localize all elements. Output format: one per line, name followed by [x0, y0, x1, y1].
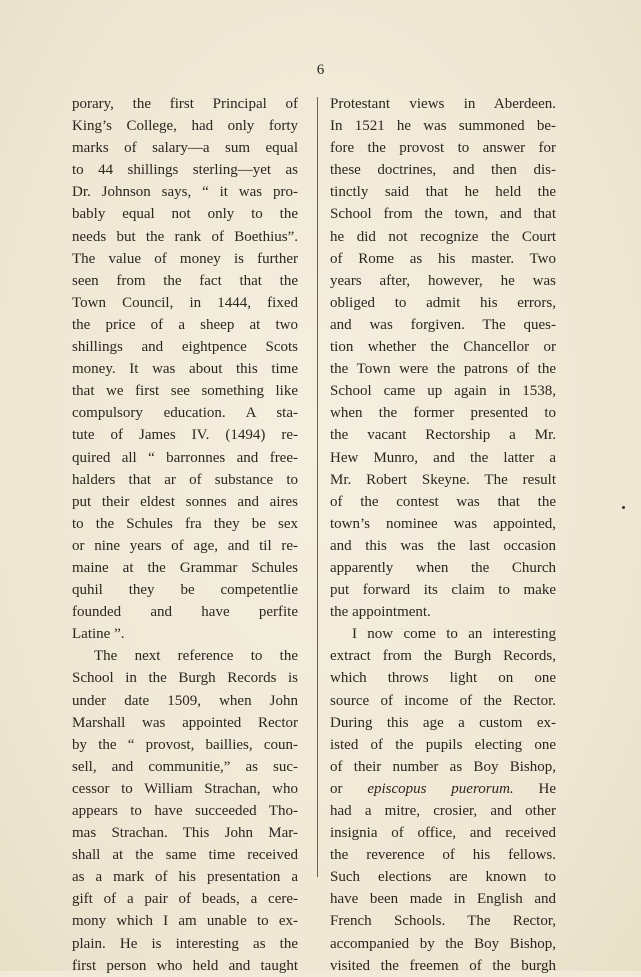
text-line: Mr. Robert Skeyne. The result [330, 471, 556, 488]
text-line: the price of a sheep at two [72, 316, 298, 333]
text-line: School came up again in 1538, [330, 383, 556, 400]
text-line: first person who held and taught [72, 957, 298, 974]
text-line: Dr. Johnson says, “ it was pro- [72, 184, 298, 201]
text-line: put forward its claim to make [330, 582, 556, 599]
text-line: School in the Burgh Records is [72, 670, 298, 687]
text-line: mas Strachan. This John Mar- [72, 825, 298, 842]
text-line: The value of money is further [72, 250, 298, 267]
text-line: In 1521 he was summoned be- [330, 118, 556, 135]
text-line: shillings and eightpence Scots [72, 339, 298, 356]
text-line: Latine ”. [72, 626, 125, 643]
text-line: of Rome as his master. Two [330, 250, 556, 267]
text-line: Protestant views in Aberdeen. [330, 96, 556, 112]
text-line: fore the provost to answer for [330, 140, 556, 157]
text-line: Such elections are known to [330, 869, 556, 886]
text-line: the reverence of his fellows. [330, 847, 556, 864]
text-line: tinctly said that he held the [330, 184, 556, 201]
text-line: marks of salary—a sum equal [72, 140, 298, 157]
text-line: and this was the last occasion [330, 537, 556, 554]
text-line: money. It was about this time [72, 361, 298, 378]
text-line: isted of the pupils electing one [330, 736, 556, 753]
text-line: Marshall was appointed Rector [72, 714, 298, 731]
text-line: to the Schules fra they be sex [72, 515, 298, 532]
latin-term: episcopus puerorum. [367, 780, 514, 797]
text-line: During this age a custom ex- [330, 714, 556, 731]
text-line [330, 778, 556, 800]
text-line: maine at the Grammar Schules [72, 559, 298, 576]
text-line: compulsory education. A sta- [72, 405, 298, 422]
text-line: extract from the Burgh Records, [330, 648, 556, 665]
text-line: to 44 shillings sterling—yet as [72, 162, 298, 179]
text-line: apparently when the Church [330, 559, 556, 576]
text-line: obliged to admit his errors, [330, 294, 556, 311]
text-line: source of income of the Rector. [330, 692, 556, 709]
text-run: or [330, 780, 368, 797]
text-line: founded and have perfite [72, 604, 298, 621]
text-line: French Schools. The Rector, [330, 913, 556, 930]
text-line: halders that ar of substance to [72, 471, 298, 488]
text-line: which throws light on one [330, 670, 556, 687]
text-line: visited the freemen of the burgh [330, 957, 556, 974]
text-line: have been made in English and [330, 891, 556, 908]
text-line: quhil they be competentlie [72, 582, 298, 599]
text-line: shall at the same time received [72, 847, 298, 864]
text-line: he did not recognize the Court [330, 228, 556, 245]
text-line: the appointment. [330, 604, 431, 621]
text-line: and was forgiven. The ques- [330, 316, 556, 333]
text-line: porary, the first Principal of [72, 96, 298, 112]
text-line: tion whether the Chancellor or [330, 339, 556, 356]
text-line: under date 1509, when John [72, 692, 298, 709]
text-line: tute of James IV. (1494) re- [72, 427, 298, 444]
text-line: Town Council, in 1444, fixed [72, 294, 298, 311]
text-line: mony which I am unable to ex- [72, 913, 298, 930]
text-line: quired all “ barronnes and free- [72, 449, 298, 466]
text-run: He [513, 780, 556, 797]
left-text-column [72, 93, 298, 977]
text-line: put their eldest sonnes and aires [72, 493, 298, 510]
text-line: sell, and communitie,” as suc- [72, 758, 298, 775]
text-line: by the “ provost, baillies, coun- [72, 736, 298, 753]
text-line: of the contest was that the [330, 493, 556, 510]
text-line: bably equal not only to the [72, 206, 298, 223]
text-line: or nine years of age, and til re- [72, 537, 298, 554]
text-line: gift of a pair of beads, a cere- [72, 891, 298, 908]
text-line: the vacant Rectorship a Mr. [330, 427, 556, 444]
page-number: 6 [316, 62, 325, 78]
text-line: when the former presented to [330, 405, 556, 422]
text-line: years after, however, he was [330, 272, 556, 289]
text-line: King’s College, had only forty [72, 118, 298, 135]
text-line: the Town were the patrons of the [330, 361, 556, 378]
text-line: needs but the rank of Boethius”. [72, 228, 298, 245]
column-divider [317, 97, 318, 877]
text-line: that we first see something like [72, 383, 298, 400]
text-line: insignia of office, and received [330, 825, 556, 842]
text-line: town’s nominee was appointed, [330, 515, 556, 532]
text-line: appears to have succeeded Tho- [72, 803, 298, 819]
text-line: of their number as Boy Bishop, [330, 758, 556, 775]
text-line: cessor to William Strachan, who [72, 780, 298, 797]
text-line: I now come to an interesting [352, 626, 556, 643]
print-speck [622, 506, 625, 509]
text-line: Hew Munro, and the latter a [330, 449, 556, 466]
text-line: plain. He is interesting as the [72, 935, 298, 952]
text-line: accompanied by the Boy Bishop, [330, 935, 556, 952]
right-text-column [330, 93, 556, 977]
text-line: The next reference to the [94, 648, 298, 665]
text-line: School from the town, and that [330, 206, 556, 223]
text-line: as a mark of his presentation a [72, 869, 298, 886]
text-line: seen from the fact that the [72, 272, 298, 289]
text-line: had a mitre, crosier, and other [330, 803, 556, 819]
text-line: these doctrines, and then dis- [330, 162, 556, 179]
